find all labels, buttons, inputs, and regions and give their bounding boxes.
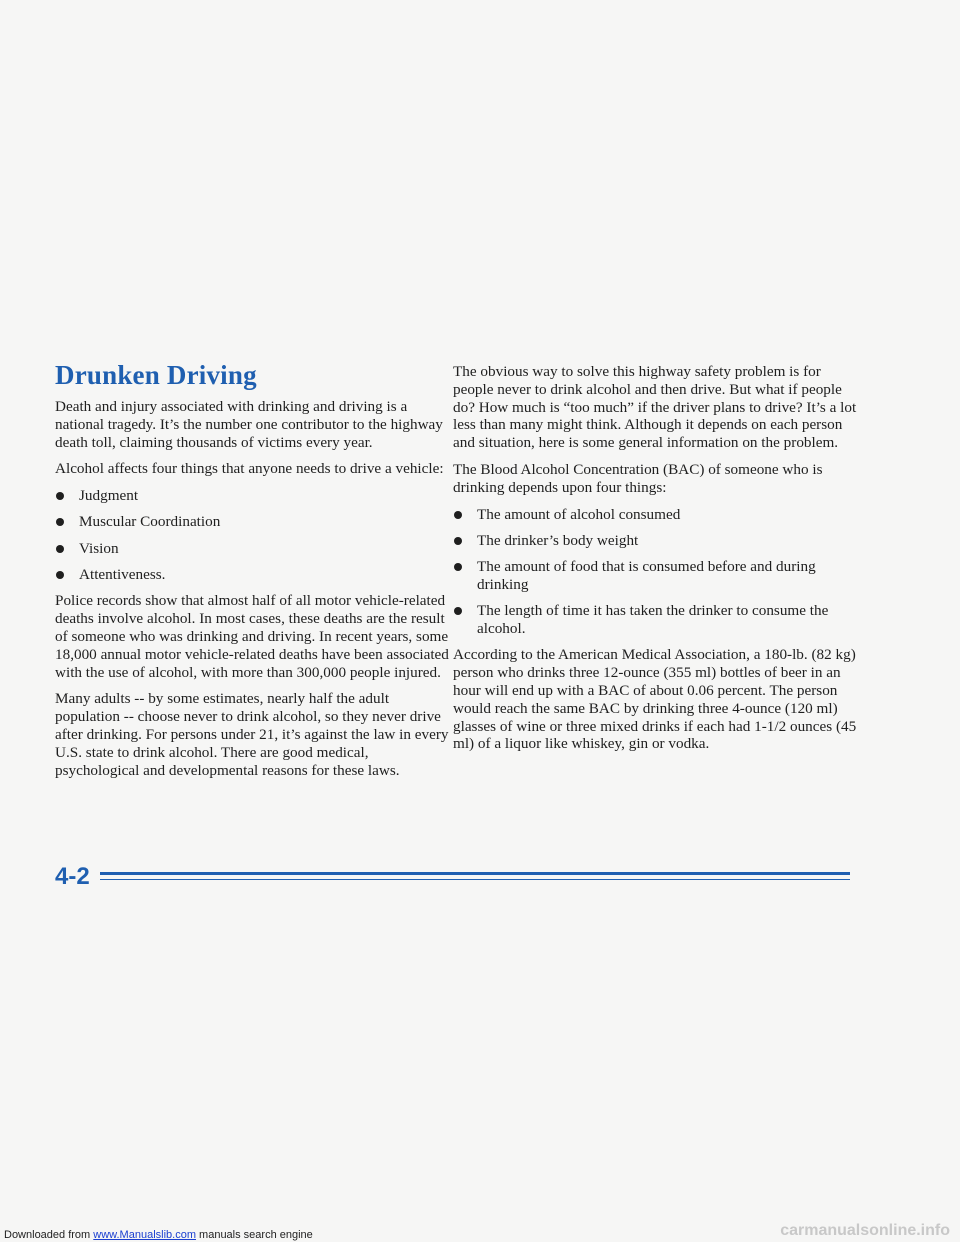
bullet-icon: [454, 607, 462, 615]
list-item: [55, 566, 455, 584]
bullet-icon: [56, 492, 64, 500]
bullet-icon: [454, 511, 462, 519]
bullet-icon: [56, 571, 64, 579]
bullet-list: [453, 506, 858, 638]
list-item: [55, 513, 455, 531]
list-item: [453, 558, 858, 594]
paragraph: Alcohol affects four things that anyone needs to drive a vehicle:: [55, 460, 444, 478]
list-item-text: The amount of food that is consumed before and during drinking: [477, 558, 816, 593]
bullet-icon: [56, 518, 64, 526]
download-suffix: manuals search engine: [195, 1229, 313, 1241]
bullet-icon: [454, 537, 462, 545]
manualslib-link[interactable]: www.Manualslib.com: [93, 1229, 196, 1241]
footer-rule-thin: [100, 879, 850, 880]
paragraph: Police records show that almost half of all motor vehicle-related deaths involve alcohol. In most cases, these deaths are the result of someone who was drinking and driving. In recent years, some 18,000 annual motor vehicle-related deaths have been associated with the use of alcohol, with more than 300,000 people injured.: [55, 592, 449, 681]
list-item: [453, 602, 858, 638]
footer-rule: [100, 872, 850, 875]
download-source: [4, 1229, 313, 1241]
page-number: 4-2: [55, 863, 90, 890]
watermark: carmanualsonline.info: [780, 1222, 950, 1239]
bullet-list: [55, 487, 455, 584]
paragraph: Death and injury associated with drinking and driving is a national tragedy. It’s the number one contributor to the highway death toll, claiming thousands of victims every year.: [55, 398, 443, 451]
right-column: [453, 363, 858, 762]
download-prefix: Downloaded from: [4, 1229, 94, 1241]
bullet-icon: [56, 545, 64, 553]
list-item: [453, 532, 858, 550]
list-item-text: The drinker’s body weight: [477, 531, 639, 549]
list-item: [55, 487, 455, 505]
left-column: [55, 360, 455, 788]
list-item-text: The amount of alcohol consumed: [477, 505, 681, 523]
list-item: [55, 540, 455, 558]
list-item-text: Vision: [79, 539, 119, 557]
paragraph: The Blood Alcohol Concentration (BAC) of someone who is drinking depends upon four things:: [453, 460, 823, 496]
list-item: [453, 506, 858, 524]
list-item-text: Judgment: [79, 487, 139, 505]
list-item-text: The length of time it has taken the drinker to consume the alcohol.: [477, 602, 829, 638]
paragraph: The obvious way to solve this highway safety problem is for people never to drink alcohol and then drive. But what if people do? How much is “too much” if the driver plans to drive? It’s a lot less than many might think. Although it depends on each person and situation, here is some general information on the problem.: [453, 363, 857, 452]
section-title: Drunken Driving: [55, 360, 257, 390]
paragraph: According to the American Medical Association, a 180-lb. (82 kg) person who drinks three 12-ounce (355 ml) bottles of beer in an hour will end up with a BAC of about 0.06 percent. The person would reach the same BAC by drinking three 4-ounce (120 ml) glasses of wine or three mixed drinks if each had 1-1/2 ounces (45 ml) of a liquor like whiskey, gin or vodka.: [453, 646, 857, 753]
bullet-icon: [454, 563, 462, 571]
list-item-text: Muscular Coordination: [79, 513, 221, 531]
list-item-text: Attentiveness.: [79, 566, 166, 584]
paragraph: Many adults -- by some estimates, nearly half the adult population -- choose never to drink alcohol, so they never drive after drinking. For persons under 21, it’s against the law in every U.S. state to drink alcohol. There are good medical, psychological and developmental reasons for these laws.: [55, 690, 449, 779]
